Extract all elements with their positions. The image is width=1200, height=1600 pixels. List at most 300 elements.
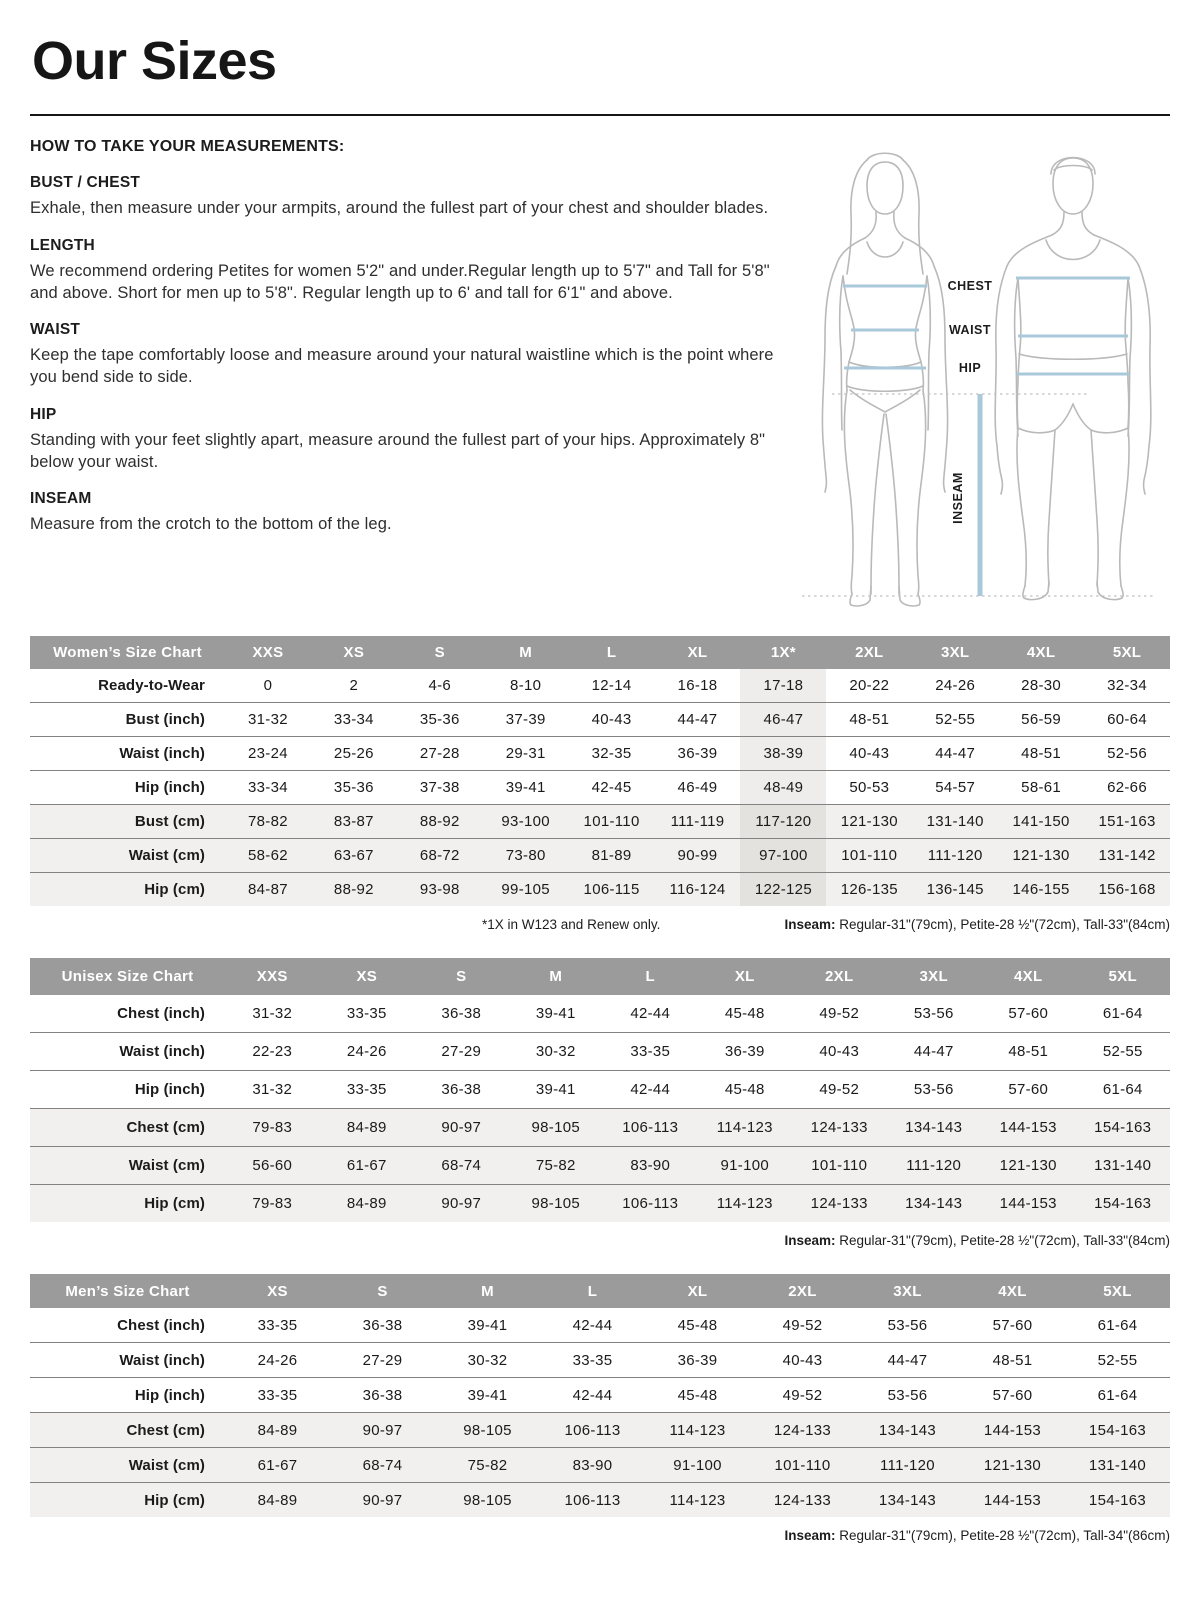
section-body: We recommend ordering Petites for women 5'2" and under.Regular length up to 5'7" and Tall for 5'8" and above. Short for men up to 5'8". Regular length up to 6' and tall for 6'1" and above. (30, 261, 770, 302)
size-cell: 12-14 (569, 669, 655, 703)
size-cell: 48-49 (740, 771, 826, 805)
column-header: 1X* (740, 636, 826, 669)
size-cell: 106-113 (540, 1413, 645, 1448)
column-header: 3XL (855, 1274, 960, 1308)
chest-label: CHEST (947, 279, 993, 293)
size-cell: 75-82 (509, 1147, 604, 1185)
table-row (30, 1413, 1170, 1448)
row-label: Hip (cm) (30, 873, 225, 907)
size-cell: 56-59 (998, 703, 1084, 737)
column-header: L (603, 958, 698, 995)
column-header: 5XL (1065, 1274, 1170, 1308)
size-cell: 61-64 (1065, 1308, 1170, 1343)
size-cell: 84-89 (320, 1185, 415, 1223)
size-cell: 98-105 (509, 1109, 604, 1147)
size-cell: 20-22 (826, 669, 912, 703)
size-cell: 33-35 (540, 1343, 645, 1378)
size-cell: 61-64 (1065, 1378, 1170, 1413)
man-figure (995, 158, 1151, 600)
size-cell: 122-125 (740, 873, 826, 907)
size-cell: 98-105 (435, 1413, 540, 1448)
row-label: Ready-to-Wear (30, 669, 225, 703)
size-cell: 106-113 (540, 1483, 645, 1518)
intro-row (30, 138, 1170, 610)
size-cell: 144-153 (960, 1413, 1065, 1448)
size-cell: 35-36 (397, 703, 483, 737)
hip-label: HIP (958, 361, 982, 375)
size-cell: 42-44 (540, 1378, 645, 1413)
size-cell: 33-34 (225, 771, 311, 805)
row-label: Hip (inch) (30, 771, 225, 805)
table-row (30, 873, 1170, 907)
size-cell: 36-38 (414, 995, 509, 1033)
row-label: Waist (cm) (30, 1147, 225, 1185)
column-header: M (435, 1274, 540, 1308)
size-cell: 45-48 (645, 1378, 750, 1413)
size-cell: 45-48 (645, 1308, 750, 1343)
size-cell: 91-100 (645, 1448, 750, 1483)
table-row (30, 1378, 1170, 1413)
inseam-footnote-label: Inseam: (784, 917, 836, 932)
size-cell: 57-60 (960, 1378, 1065, 1413)
size-cell: 101-110 (750, 1448, 855, 1483)
column-header: XL (655, 636, 741, 669)
size-cell: 90-97 (414, 1185, 509, 1223)
column-header: M (483, 636, 569, 669)
size-cell: 57-60 (981, 995, 1076, 1033)
column-header: M (509, 958, 604, 995)
size-cell: 16-18 (655, 669, 741, 703)
row-label: Waist (inch) (30, 1033, 225, 1071)
size-cell: 154-163 (1076, 1185, 1171, 1223)
size-cell: 57-60 (960, 1308, 1065, 1343)
size-cell: 53-56 (855, 1378, 960, 1413)
size-cell: 2 (311, 669, 397, 703)
waist-label: WAIST (948, 323, 992, 337)
size-cell: 39-41 (509, 995, 604, 1033)
row-label: Waist (cm) (30, 839, 225, 873)
size-cell: 46-49 (655, 771, 741, 805)
size-cell: 154-163 (1076, 1109, 1171, 1147)
size-cell: 37-39 (483, 703, 569, 737)
size-cell: 124-133 (750, 1483, 855, 1518)
row-label: Hip (inch) (30, 1071, 225, 1109)
size-cell: 111-120 (887, 1147, 982, 1185)
inseam-footnote-text: Regular-31"(79cm), Petite-28 ½"(72cm), Tall-33"(84cm) (835, 917, 1170, 932)
size-cell: 36-38 (330, 1378, 435, 1413)
table-title: Women’s Size Chart (30, 636, 225, 669)
size-cell: 33-35 (603, 1033, 698, 1071)
size-cell: 79-83 (225, 1109, 320, 1147)
size-cell: 49-52 (792, 1071, 887, 1109)
size-cell: 52-56 (1084, 737, 1170, 771)
column-header: XS (225, 1274, 330, 1308)
section-title: LENGTH (30, 236, 95, 254)
size-cell: 117-120 (740, 805, 826, 839)
table-title: Men’s Size Chart (30, 1274, 225, 1308)
section-title: BUST / CHEST (30, 174, 141, 191)
column-header: S (330, 1274, 435, 1308)
size-cell: 52-55 (912, 703, 998, 737)
size-cell: 56-60 (225, 1147, 320, 1185)
table-row (30, 1109, 1170, 1147)
size-table (30, 958, 1170, 1222)
size-cell: 83-87 (311, 805, 397, 839)
size-cell: 42-45 (569, 771, 655, 805)
size-cell: 93-100 (483, 805, 569, 839)
size-cell: 37-38 (397, 771, 483, 805)
size-cell: 25-26 (311, 737, 397, 771)
title-divider (30, 114, 1170, 116)
size-cell: 126-135 (826, 873, 912, 907)
table-row (30, 703, 1170, 737)
table-row (30, 1033, 1170, 1071)
row-label: Chest (cm) (30, 1413, 225, 1448)
womens-size-chart-table (30, 636, 1170, 906)
size-cell: 40-43 (569, 703, 655, 737)
instruction-section-inseam (30, 490, 774, 536)
section-body: Standing with your feet slightly apart, measure around the fullest part of your hips. Approximately 8" below your waist. (30, 430, 766, 471)
size-cell: 75-82 (435, 1448, 540, 1483)
size-cell: 30-32 (509, 1033, 604, 1071)
column-header: 4XL (998, 636, 1084, 669)
size-cell: 27-29 (330, 1343, 435, 1378)
size-cell: 111-120 (912, 839, 998, 873)
size-cell: 49-52 (750, 1378, 855, 1413)
row-label: Hip (cm) (30, 1185, 225, 1223)
size-cell: 151-163 (1084, 805, 1170, 839)
size-cell: 42-44 (540, 1308, 645, 1343)
column-header: S (414, 958, 509, 995)
size-cell: 48-51 (960, 1343, 1065, 1378)
size-cell: 48-51 (981, 1033, 1076, 1071)
unisex-chart-footnotes (30, 1233, 1170, 1248)
row-label: Bust (inch) (30, 703, 225, 737)
size-cell: 78-82 (225, 805, 311, 839)
size-cell: 33-34 (311, 703, 397, 737)
size-cell: 52-55 (1065, 1343, 1170, 1378)
column-header: 3XL (912, 636, 998, 669)
womens-size-chart-section (30, 636, 1170, 932)
column-header: 2XL (792, 958, 887, 995)
size-cell: 121-130 (826, 805, 912, 839)
size-cell: 101-110 (826, 839, 912, 873)
column-header: S (397, 636, 483, 669)
row-label: Waist (inch) (30, 737, 225, 771)
column-header: 2XL (750, 1274, 855, 1308)
column-header: L (540, 1274, 645, 1308)
size-cell: 98-105 (509, 1185, 604, 1223)
size-cell: 68-74 (414, 1147, 509, 1185)
instructions-heading: HOW TO TAKE YOUR MEASUREMENTS: (30, 138, 345, 155)
column-header: 4XL (960, 1274, 1065, 1308)
inseam-footnote (784, 917, 1170, 932)
size-cell: 131-140 (1065, 1448, 1170, 1483)
size-cell: 90-97 (330, 1413, 435, 1448)
size-cell: 101-110 (792, 1147, 887, 1185)
instruction-section-length (30, 237, 774, 305)
size-cell: 46-47 (740, 703, 826, 737)
size-cell: 84-89 (225, 1413, 330, 1448)
size-cell: 42-44 (603, 1071, 698, 1109)
table-row (30, 669, 1170, 703)
woman-figure (822, 153, 947, 606)
inseam-footnote-label: Inseam: (784, 1528, 836, 1543)
size-cell: 146-155 (998, 873, 1084, 907)
section-body: Measure from the crotch to the bottom of the leg. (30, 515, 392, 534)
column-header: 3XL (887, 958, 982, 995)
column-header: 5XL (1076, 958, 1171, 995)
table-row (30, 839, 1170, 873)
size-cell: 61-64 (1076, 1071, 1171, 1109)
size-cell: 84-89 (225, 1483, 330, 1518)
size-cell: 40-43 (750, 1343, 855, 1378)
row-label: Hip (cm) (30, 1483, 225, 1518)
size-cell: 131-140 (1076, 1147, 1171, 1185)
size-cell: 45-48 (698, 995, 793, 1033)
size-cell: 88-92 (397, 805, 483, 839)
table-row (30, 1071, 1170, 1109)
size-cell: 48-51 (998, 737, 1084, 771)
size-cell: 101-110 (569, 805, 655, 839)
size-cell: 154-163 (1065, 1413, 1170, 1448)
section-body: Keep the tape comfortably loose and measure around your natural waistline which is the point where you bend side to side. (30, 346, 774, 387)
section-title: INSEAM (30, 490, 92, 508)
size-cell: 32-35 (569, 737, 655, 771)
size-cell: 44-47 (912, 737, 998, 771)
size-cell: 39-41 (435, 1378, 540, 1413)
size-cell: 121-130 (960, 1448, 1065, 1483)
size-cell: 39-41 (509, 1071, 604, 1109)
size-cell: 106-113 (603, 1109, 698, 1147)
size-cell: 98-105 (435, 1483, 540, 1518)
mens-size-chart-section (30, 1274, 1170, 1543)
size-cell: 84-87 (225, 873, 311, 907)
size-cell: 144-153 (981, 1185, 1076, 1223)
size-cell: 84-89 (320, 1109, 415, 1147)
size-cell: 32-34 (1084, 669, 1170, 703)
table-row (30, 1147, 1170, 1185)
size-cell: 49-52 (750, 1308, 855, 1343)
size-cell: 30-32 (435, 1343, 540, 1378)
size-cell: 39-41 (435, 1308, 540, 1343)
size-cell: 134-143 (855, 1483, 960, 1518)
size-cell: 79-83 (225, 1185, 320, 1223)
measurement-diagram-svg (788, 138, 1170, 610)
row-label: Waist (inch) (30, 1343, 225, 1378)
column-header: XXS (225, 958, 320, 995)
table-row (30, 805, 1170, 839)
size-cell: 50-53 (826, 771, 912, 805)
size-cell: 124-133 (792, 1185, 887, 1223)
column-header: L (569, 636, 655, 669)
inseam-footnote-text: Regular-31"(79cm), Petite-28 ½"(72cm), Tall-33"(84cm) (835, 1233, 1170, 1248)
size-cell: 144-153 (981, 1109, 1076, 1147)
size-cell: 134-143 (855, 1413, 960, 1448)
column-header: 5XL (1084, 636, 1170, 669)
size-cell: 58-61 (998, 771, 1084, 805)
size-cell: 33-35 (320, 995, 415, 1033)
size-cell: 29-31 (483, 737, 569, 771)
size-cell: 111-120 (855, 1448, 960, 1483)
size-cell: 124-133 (792, 1109, 887, 1147)
size-cell: 81-89 (569, 839, 655, 873)
size-cell: 83-90 (540, 1448, 645, 1483)
row-label: Chest (cm) (30, 1109, 225, 1147)
one-x-footnote: *1X in W123 and Renew only. (482, 917, 661, 932)
size-cell: 33-35 (320, 1071, 415, 1109)
inseam-footnote-label: Inseam: (784, 1233, 836, 1248)
size-cell: 88-92 (311, 873, 397, 907)
size-cell: 90-97 (330, 1483, 435, 1518)
size-cell: 90-97 (414, 1109, 509, 1147)
size-cell: 36-39 (698, 1033, 793, 1071)
size-cell: 90-99 (655, 839, 741, 873)
size-cell: 114-123 (645, 1483, 750, 1518)
table-row (30, 1185, 1170, 1223)
size-cell: 38-39 (740, 737, 826, 771)
size-cell: 60-64 (1084, 703, 1170, 737)
table-row (30, 1448, 1170, 1483)
size-cell: 24-26 (320, 1033, 415, 1071)
body-measurement-illustration (788, 138, 1170, 610)
size-cell: 49-52 (792, 995, 887, 1033)
size-cell: 52-55 (1076, 1033, 1171, 1071)
size-cell: 44-47 (887, 1033, 982, 1071)
size-cell: 24-26 (225, 1343, 330, 1378)
column-header: XS (320, 958, 415, 995)
size-cell: 97-100 (740, 839, 826, 873)
size-cell: 54-57 (912, 771, 998, 805)
column-header: XS (311, 636, 397, 669)
size-cell: 44-47 (655, 703, 741, 737)
size-cell: 144-153 (960, 1483, 1065, 1518)
size-cell: 42-44 (603, 995, 698, 1033)
table-row (30, 1483, 1170, 1518)
size-cell: 156-168 (1084, 873, 1170, 907)
size-cell: 39-41 (483, 771, 569, 805)
size-cell: 136-145 (912, 873, 998, 907)
instruction-section-hip (30, 406, 774, 474)
size-cell: 45-48 (698, 1071, 793, 1109)
size-cell: 83-90 (603, 1147, 698, 1185)
size-cell: 28-30 (998, 669, 1084, 703)
size-cell: 121-130 (998, 839, 1084, 873)
size-cell: 62-66 (1084, 771, 1170, 805)
column-header: 4XL (981, 958, 1076, 995)
size-cell: 8-10 (483, 669, 569, 703)
size-cell: 121-130 (981, 1147, 1076, 1185)
size-cell: 40-43 (826, 737, 912, 771)
size-cell: 111-119 (655, 805, 741, 839)
table-row (30, 737, 1170, 771)
size-cell: 33-35 (225, 1308, 330, 1343)
size-cell: 114-123 (698, 1109, 793, 1147)
size-cell: 106-113 (603, 1185, 698, 1223)
size-cell: 53-56 (887, 1071, 982, 1109)
section-body: Exhale, then measure under your armpits, around the fullest part of your chest and shoulder blades. (30, 199, 769, 217)
size-cell: 134-143 (887, 1109, 982, 1147)
size-table (30, 1274, 1170, 1517)
row-label: Hip (inch) (30, 1378, 225, 1413)
size-cell: 27-28 (397, 737, 483, 771)
size-cell: 131-140 (912, 805, 998, 839)
size-table (30, 636, 1170, 906)
size-cell: 0 (225, 669, 311, 703)
size-cell: 23-24 (225, 737, 311, 771)
size-cell: 36-39 (645, 1343, 750, 1378)
womens-chart-footnotes (30, 917, 1170, 932)
section-title: HIP (30, 405, 57, 423)
column-header: 2XL (826, 636, 912, 669)
table-row (30, 1343, 1170, 1378)
page-title: Our Sizes (32, 31, 277, 91)
column-header: XL (698, 958, 793, 995)
table-row (30, 995, 1170, 1033)
inseam-footnote-text: Regular-31"(79cm), Petite-28 ½"(72cm), Tall-34"(86cm) (835, 1528, 1170, 1543)
size-cell: 114-123 (698, 1185, 793, 1223)
size-cell: 154-163 (1065, 1483, 1170, 1518)
size-cell: 141-150 (998, 805, 1084, 839)
size-cell: 44-47 (855, 1343, 960, 1378)
size-cell: 40-43 (792, 1033, 887, 1071)
size-cell: 36-38 (414, 1071, 509, 1109)
size-cell: 31-32 (225, 995, 320, 1033)
size-cell: 53-56 (855, 1308, 960, 1343)
row-label: Waist (cm) (30, 1448, 225, 1483)
mens-chart-footnotes (30, 1528, 1170, 1543)
section-title: WAIST (30, 321, 81, 339)
size-cell: 4-6 (397, 669, 483, 703)
size-cell: 36-38 (330, 1308, 435, 1343)
size-cell: 114-123 (645, 1413, 750, 1448)
size-cell: 73-80 (483, 839, 569, 873)
size-cell: 106-115 (569, 873, 655, 907)
column-header: XXS (225, 636, 311, 669)
size-cell: 124-133 (750, 1413, 855, 1448)
size-cell: 131-142 (1084, 839, 1170, 873)
size-cell: 134-143 (887, 1185, 982, 1223)
table-title: Unisex Size Chart (30, 958, 225, 995)
size-cell: 58-62 (225, 839, 311, 873)
size-cell: 61-64 (1076, 995, 1171, 1033)
row-label: Bust (cm) (30, 805, 225, 839)
table-row (30, 771, 1170, 805)
inseam-label: INSEAM (951, 472, 965, 524)
size-cell: 68-72 (397, 839, 483, 873)
size-cell: 61-67 (225, 1448, 330, 1483)
unisex-size-chart-section (30, 958, 1170, 1248)
size-cell: 61-67 (320, 1147, 415, 1185)
size-cell: 31-32 (225, 1071, 320, 1109)
mens-size-chart-table (30, 1274, 1170, 1517)
unisex-size-chart-table (30, 958, 1170, 1222)
size-cell: 99-105 (483, 873, 569, 907)
size-cell: 63-67 (311, 839, 397, 873)
size-cell: 24-26 (912, 669, 998, 703)
size-cell: 91-100 (698, 1147, 793, 1185)
size-cell: 27-29 (414, 1033, 509, 1071)
size-cell: 48-51 (826, 703, 912, 737)
instruction-section-bust-chest (30, 174, 774, 220)
size-cell: 68-74 (330, 1448, 435, 1483)
size-cell: 22-23 (225, 1033, 320, 1071)
size-cell: 31-32 (225, 703, 311, 737)
size-cell: 33-35 (225, 1378, 330, 1413)
instruction-section-waist (30, 321, 774, 389)
size-cell: 17-18 (740, 669, 826, 703)
measurement-instructions (30, 138, 774, 610)
